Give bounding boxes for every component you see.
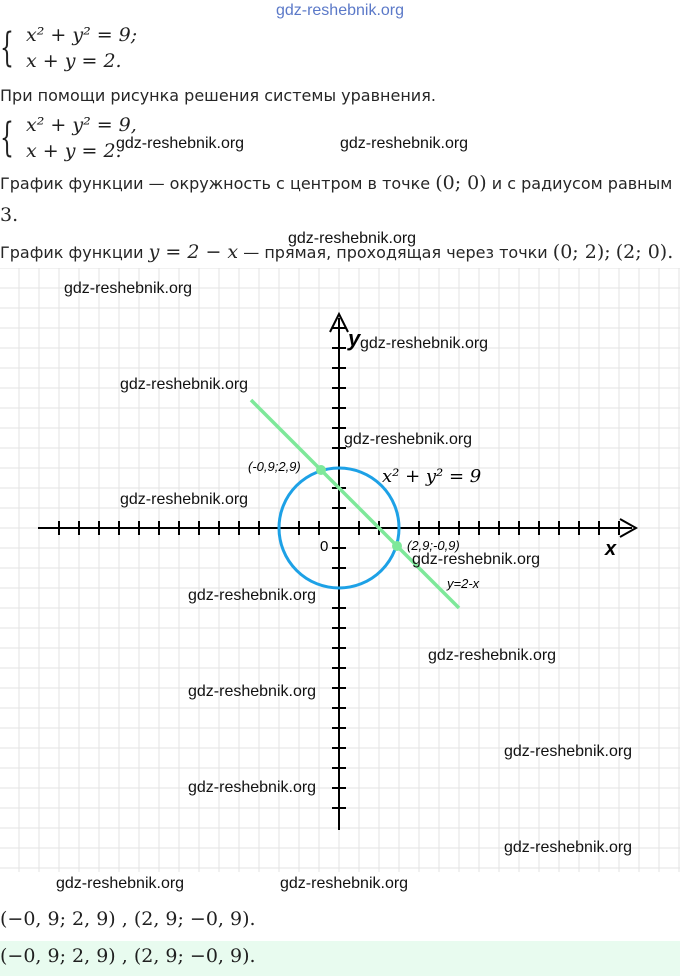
watermark: gdz-reshebnik.org (188, 779, 317, 796)
watermark: gdz-reshebnik.org (428, 647, 557, 664)
answer-box-text: (−0, 9; 2, 9) , (2, 9; −0, 9). (0, 945, 256, 967)
intro-text: При помощи рисунка решения системы уравнения. (0, 86, 436, 105)
watermark: gdz-reshebnik.org (280, 875, 409, 892)
circle-text-suffix: и с радиусом равным (491, 174, 673, 193)
intersection-point-2 (392, 541, 402, 551)
watermark: gdz-reshebnik.org (360, 335, 489, 352)
answer-box (0, 941, 680, 976)
watermark: gdz-reshebnik.org (120, 376, 249, 393)
circle-radius: 3. (0, 204, 19, 226)
system1-eq2: x + y = 2. (26, 50, 122, 72)
watermark: gdz-reshebnik.org (344, 431, 473, 448)
line-point-1: (0; 2) (552, 241, 605, 263)
x-axis-label: x (605, 538, 617, 560)
watermark: gdz-reshebnik.org (116, 135, 245, 152)
line-label: y=2-x (447, 576, 480, 591)
line-text-middle: — прямая, проходящая через точки (243, 243, 548, 262)
top-watermark: gdz-reshebnik.org (275, 2, 405, 19)
circle-label: x² + y² = 9 (382, 466, 482, 487)
system2-eq2: x + y = 2. (26, 140, 122, 162)
line-point-2: (2; 0). (615, 241, 674, 263)
answer-line: (−0, 9; 2, 9) , (2, 9; −0, 9). (0, 908, 256, 930)
system-brace: { (0, 25, 14, 71)
line-function: y = 2 − x (148, 241, 239, 263)
line-description (0, 241, 673, 263)
point1-label: (-0,9;2,9) (248, 459, 301, 474)
system2-eq1: x² + y² = 9, (26, 114, 137, 136)
watermark: gdz-reshebnik.org (120, 491, 249, 508)
y-axis-label: y (348, 326, 361, 351)
circle-radius-line (0, 204, 18, 226)
point2-label: (2,9;-0,9) (407, 538, 460, 553)
origin-label: 0 (320, 538, 329, 555)
line-text-prefix: График функции (0, 243, 144, 262)
graph (0, 268, 680, 872)
circle-description (0, 172, 672, 194)
watermark: gdz-reshebnik.org (188, 587, 317, 604)
circle-text-prefix: График функции — окружность с центром в точке (0, 174, 431, 193)
watermark: gdz-reshebnik.org (64, 280, 193, 297)
system1-eq1: x² + y² = 9; (26, 24, 138, 46)
watermark: gdz-reshebnik.org (56, 875, 185, 892)
watermark: gdz-reshebnik.org (504, 743, 633, 760)
circle-center: (0; 0) (435, 172, 487, 194)
watermark: gdz-reshebnik.org (288, 230, 417, 247)
watermark: gdz-reshebnik.org (504, 839, 633, 856)
watermark: gdz-reshebnik.org (188, 683, 317, 700)
system-brace: { (0, 115, 14, 161)
line-point-separator: ; (604, 241, 611, 263)
intersection-point-1 (316, 465, 326, 475)
watermark: gdz-reshebnik.org (340, 135, 469, 152)
watermark: gdz-reshebnik.org (412, 551, 541, 568)
